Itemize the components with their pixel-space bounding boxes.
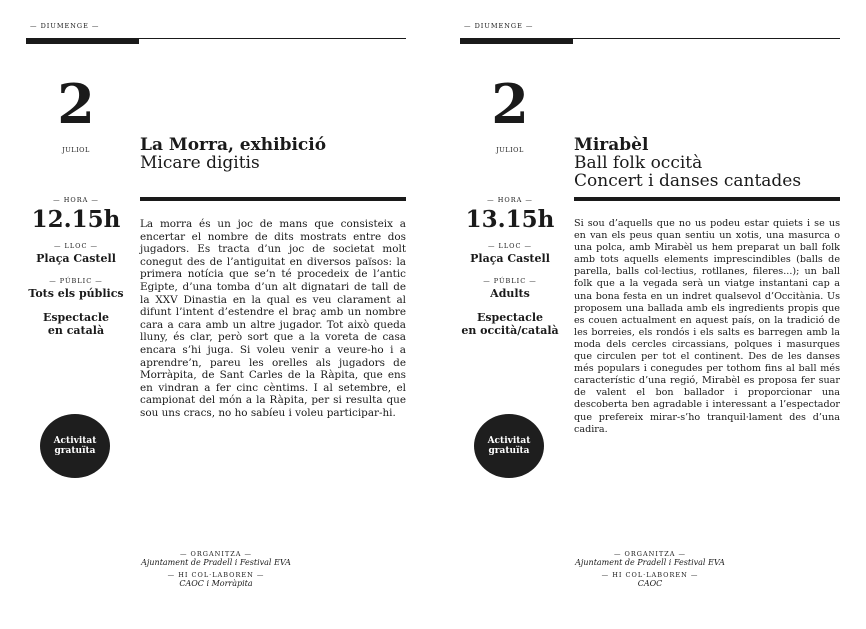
- hora-label: — HORA —: [487, 196, 533, 204]
- day-number: 2: [57, 72, 95, 136]
- language-line: en occità/català: [461, 324, 559, 337]
- organitza-label: — ORGANITZA —: [179, 550, 253, 558]
- header-rule-accent: [26, 39, 139, 44]
- header-rule-accent: [460, 39, 573, 44]
- program-page-left: [26, 0, 406, 629]
- title-rule: [140, 197, 406, 201]
- badge-line: Activitat: [53, 436, 97, 446]
- hora-label: — HORA —: [53, 196, 99, 204]
- event-title-main: Mirabèl: [574, 135, 649, 155]
- public-label: — PÚBLIC —: [49, 277, 103, 285]
- title-rule: [574, 197, 840, 201]
- event-language: [26, 311, 126, 337]
- event-title-main: La Morra, exhibició: [140, 135, 327, 155]
- free-activity-badge: [474, 414, 544, 478]
- event-title: [140, 136, 406, 172]
- program-page-right: [460, 0, 840, 629]
- event-venue: Plaça Castell: [36, 252, 116, 265]
- event-subtitle: Concert i danses cantades: [574, 171, 802, 191]
- collaboren-value: CAOC: [637, 579, 663, 588]
- organitza-value: Ajuntament de Pradell i Festival EVA: [141, 558, 291, 567]
- month-label: JULIOL: [496, 146, 524, 154]
- event-audience: Adults: [490, 287, 530, 300]
- event-venue: Plaça Castell: [470, 252, 550, 265]
- badge-line: gratuïta: [54, 446, 96, 456]
- event-title: [574, 136, 840, 190]
- day-number: 2: [491, 72, 529, 136]
- badge-line: Activitat: [487, 436, 531, 446]
- event-description: La morra és un joc de mans que consisteix a encertar el nombre de dits mostrats entre dos jugadors. Es tracta d’un joc de societat molt conegut des de l’antiguitat en diversos països: la primera notícia que se’n té procedeix de l’antic Egipte, d’una tomba d’un alt dignatari de tall de la XXV Dinastia en la qual es veu clarament al difunt l’intent d’estendre el braç amb un nombre cara a cara amb un altre jugador. Tot això queda lluny, és clar, però sort que a la voreta de casa encara s’hi juga. Si voleu venir a veure-ho i a aprendre’n, pareu les orelles als jugadors de Morràpita, de Sant Carles de la Ràpita, que ens en vindran a fer cinc cèntims. I al setembre, el campionat del món a la Ràpita, per si resulta que sou uns cracs, no ho sabíeu i voleu participar-hi.: [140, 218, 406, 419]
- language-line: Espectacle: [476, 311, 544, 324]
- event-audience: Tots els públics: [28, 287, 124, 300]
- credits: [126, 550, 306, 588]
- organitza-label: — ORGANITZA —: [613, 550, 687, 558]
- collaboren-label: — HI COL·LABOREN —: [167, 571, 265, 579]
- collaboren-value: CAOC i Morràpita: [179, 579, 253, 588]
- month-label: JULIOL: [62, 146, 90, 154]
- event-subtitle: Micare digitis: [140, 153, 260, 173]
- lloc-label: — LLOC —: [53, 242, 99, 250]
- free-activity-badge: [40, 414, 110, 478]
- collaboren-label: — HI COL·LABOREN —: [601, 571, 699, 579]
- badge-line: gratuïta: [488, 446, 530, 456]
- language-line: en català: [47, 324, 105, 337]
- event-language: [460, 311, 560, 337]
- event-hour: 12.15h: [31, 206, 121, 233]
- credits: [560, 550, 740, 588]
- language-line: Espectacle: [42, 311, 110, 324]
- weekday-label: — DIUMENGE —: [30, 22, 100, 30]
- event-hour: 13.15h: [465, 206, 555, 233]
- organitza-value: Ajuntament de Pradell i Festival EVA: [575, 558, 725, 567]
- lloc-label: — LLOC —: [487, 242, 533, 250]
- event-subtitle: Ball folk occità: [574, 153, 703, 173]
- weekday-label: — DIUMENGE —: [464, 22, 534, 30]
- public-label: — PÚBLIC —: [483, 277, 537, 285]
- event-description: Si sou d’aquells que no us podeu estar quiets i se us en van els peus quan sentiu un xotis, una masurca o una polca, amb Mirabèl us hem preparat un ball folk amb tots aquells elements imprescindibles (balls de parella, balls col·lectius, rotllanes, fileres...); un ball folk que a la vegada serà un viatge instantani cap a una bona festa en un indret qualsevol d’Occitània. Us proposem una ballada amb els ingredients propis que es couen actualment en aquest país, on la tradició de les borreies, els rondós i els salts es barregen amb la moda dels cercles circassians, polques i masurques que circulen per tot el continent. Des de les danses més populars i conegudes per tothom fins al ball més característic d’una regió, Mirabèl es proposa fer suar de valent el bon ballador i proporcionar una descoberta ben agradable i interessant a l’espectador que prefereix mirar-s’ho tranquil·lament des d’una cadira.: [574, 218, 840, 435]
